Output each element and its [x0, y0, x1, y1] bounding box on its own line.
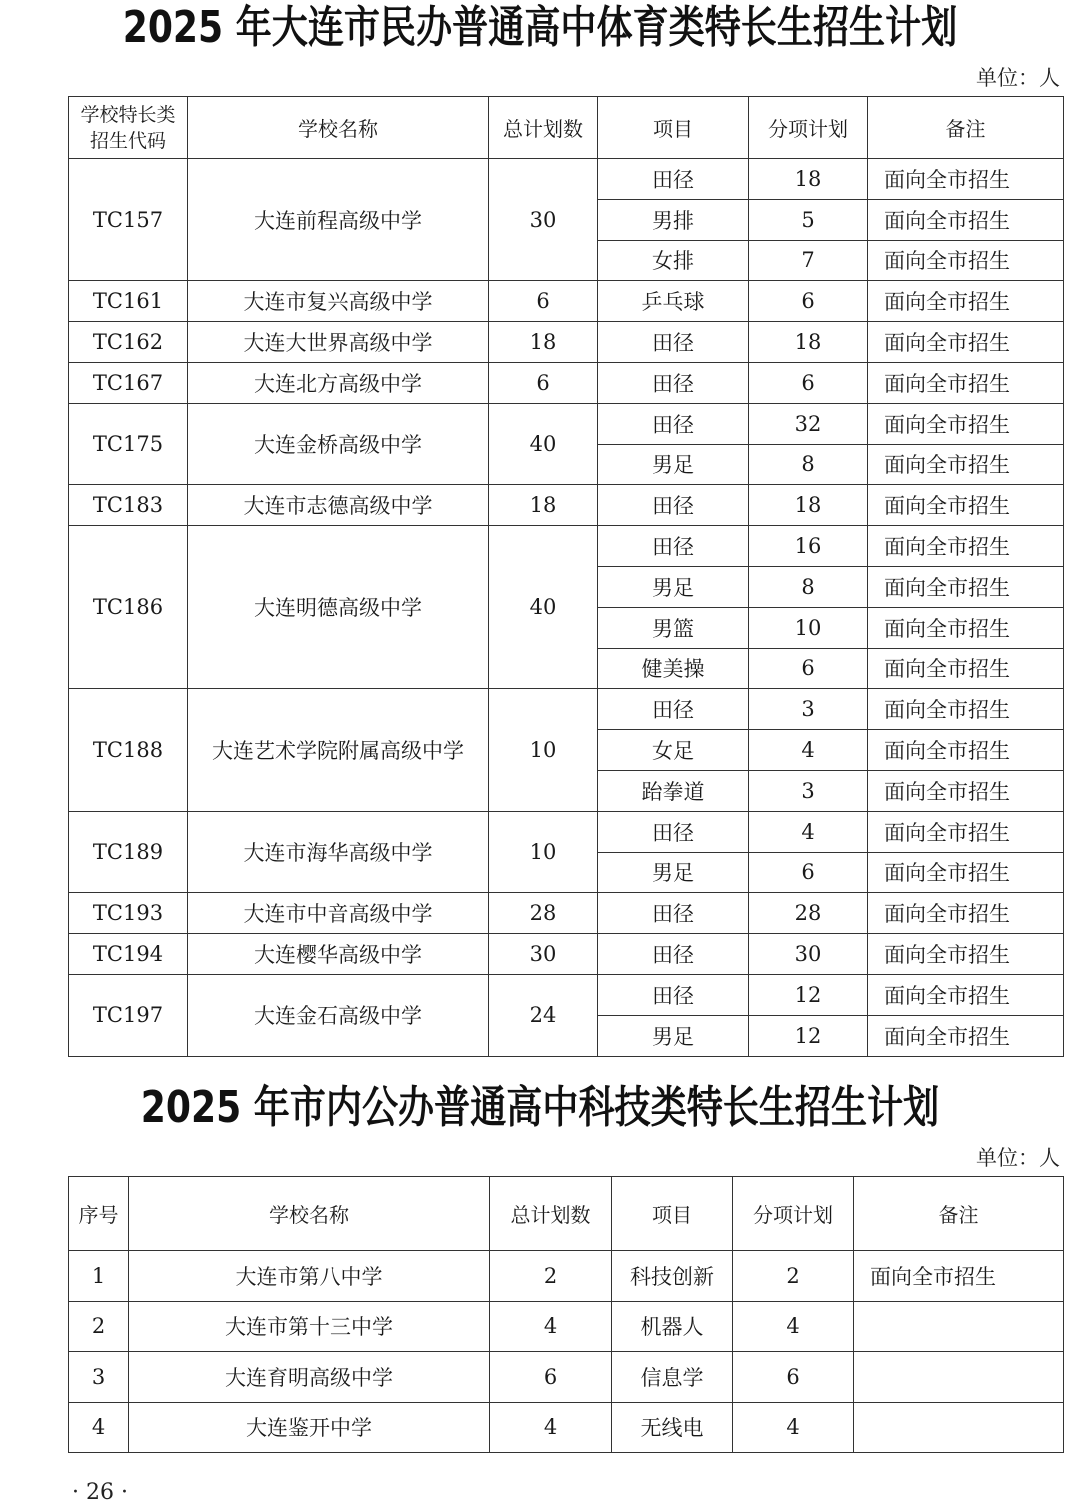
- header-item: 项目: [598, 97, 749, 159]
- total-plan: 40: [489, 403, 598, 485]
- note: 面向全市招生: [868, 811, 1064, 852]
- total-plan: 10: [489, 689, 598, 811]
- note: 面向全市招生: [868, 566, 1064, 607]
- school-code: TC189: [69, 811, 188, 893]
- table-row: [69, 689, 1064, 730]
- total-plan: 18: [489, 485, 598, 526]
- school-name: 大连鉴开中学: [129, 1402, 490, 1453]
- school-code: TC193: [69, 893, 188, 934]
- sub-plan: 10: [749, 607, 868, 648]
- sub-plan: 4: [749, 811, 868, 852]
- item: 男足: [598, 566, 749, 607]
- item: 田径: [598, 159, 749, 200]
- header-total-plan: 总计划数: [490, 1177, 612, 1251]
- item: 田径: [598, 974, 749, 1015]
- item: 田径: [598, 689, 749, 730]
- sub-plan: 30: [749, 934, 868, 975]
- total-plan: 4: [490, 1402, 612, 1453]
- school-code: TC175: [69, 403, 188, 485]
- school-name: 大连艺术学院附属高级中学: [188, 689, 489, 811]
- total-plan: 30: [489, 159, 598, 281]
- school-code: TC194: [69, 934, 188, 975]
- sports-table-header: [69, 97, 1064, 159]
- sub-plan: 5: [749, 199, 868, 240]
- item: 男足: [598, 1015, 749, 1056]
- sub-plan: 12: [749, 974, 868, 1015]
- total-plan: 18: [489, 322, 598, 363]
- page-number: · 26 ·: [72, 1480, 128, 1505]
- school-code: TC162: [69, 322, 188, 363]
- note: 面向全市招生: [868, 730, 1064, 771]
- note: 面向全市招生: [868, 526, 1064, 567]
- item: 田径: [598, 811, 749, 852]
- item: 田径: [598, 322, 749, 363]
- school-code: TC197: [69, 974, 188, 1056]
- school-code: TC161: [69, 281, 188, 322]
- table-row: [69, 811, 1064, 852]
- item: 田径: [598, 893, 749, 934]
- note: 面向全市招生: [868, 974, 1064, 1015]
- table-row: [69, 403, 1064, 444]
- school-name: 大连市海华高级中学: [188, 811, 489, 893]
- tech-table-header: [69, 1177, 1064, 1251]
- item: 信息学: [612, 1352, 733, 1403]
- total-plan: 30: [489, 934, 598, 975]
- note: [854, 1352, 1064, 1403]
- item: 跆拳道: [598, 770, 749, 811]
- school-name: 大连樱华高级中学: [188, 934, 489, 975]
- item: 机器人: [612, 1301, 733, 1352]
- school-name: 大连金桥高级中学: [188, 403, 489, 485]
- sports-plan-title: 2025 年大连市民办普通高中体育类特长生招生计划: [122, 2, 958, 53]
- seq: 2: [69, 1301, 129, 1352]
- table-row: [69, 362, 1064, 403]
- item: 田径: [598, 934, 749, 975]
- table-row: [69, 1251, 1064, 1302]
- note: 面向全市招生: [868, 362, 1064, 403]
- item: 男排: [598, 199, 749, 240]
- note: 面向全市招生: [868, 852, 1064, 893]
- header-school-name: 学校名称: [129, 1177, 490, 1251]
- note: 面向全市招生: [854, 1251, 1064, 1302]
- sub-plan: 16: [749, 526, 868, 567]
- sub-plan: 7: [749, 240, 868, 281]
- note: 面向全市招生: [868, 648, 1064, 689]
- header-item: 项目: [612, 1177, 733, 1251]
- header-seq: 序号: [69, 1177, 129, 1251]
- total-plan: 24: [489, 974, 598, 1056]
- sub-plan: 6: [733, 1352, 854, 1403]
- sub-plan: 6: [749, 648, 868, 689]
- sub-plan: 18: [749, 485, 868, 526]
- table-row: [69, 1301, 1064, 1352]
- total-plan: 4: [490, 1301, 612, 1352]
- header-sub-plan: 分项计划: [733, 1177, 854, 1251]
- note: 面向全市招生: [868, 934, 1064, 975]
- note: [854, 1402, 1064, 1453]
- total-plan: 6: [489, 281, 598, 322]
- sub-plan: 2: [733, 1251, 854, 1302]
- school-name: 大连市中音高级中学: [188, 893, 489, 934]
- item: 乒乓球: [598, 281, 749, 322]
- sub-plan: 8: [749, 566, 868, 607]
- header-sub-plan: 分项计划: [749, 97, 868, 159]
- note: 面向全市招生: [868, 689, 1064, 730]
- school-code: TC186: [69, 526, 188, 689]
- note: 面向全市招生: [868, 159, 1064, 200]
- note: 面向全市招生: [868, 403, 1064, 444]
- table-row: [69, 1402, 1064, 1453]
- header-note: 备注: [854, 1177, 1064, 1251]
- school-name: 大连大世界高级中学: [188, 322, 489, 363]
- sub-plan: 4: [749, 730, 868, 771]
- item: 田径: [598, 526, 749, 567]
- school-code: TC167: [69, 362, 188, 403]
- sub-plan: 4: [733, 1301, 854, 1352]
- school-name: 大连明德高级中学: [188, 526, 489, 689]
- sub-plan: 4: [733, 1402, 854, 1453]
- item: 科技创新: [612, 1251, 733, 1302]
- sub-plan: 3: [749, 689, 868, 730]
- total-plan: 2: [490, 1251, 612, 1302]
- school-name: 大连前程高级中学: [188, 159, 489, 281]
- note: 面向全市招生: [868, 322, 1064, 363]
- table-row: [69, 485, 1064, 526]
- school-code: TC157: [69, 159, 188, 281]
- note: 面向全市招生: [868, 281, 1064, 322]
- table-row: [69, 322, 1064, 363]
- sub-plan: 6: [749, 852, 868, 893]
- item: 田径: [598, 403, 749, 444]
- sub-plan: 8: [749, 444, 868, 485]
- tech-plan-title: 2025 年市内公办普通高中科技类特长生招生计划: [140, 1082, 940, 1133]
- note: 面向全市招生: [868, 485, 1064, 526]
- item: 田径: [598, 362, 749, 403]
- school-name: 大连金石高级中学: [188, 974, 489, 1056]
- header-total-plan: 总计划数: [489, 97, 598, 159]
- seq: 3: [69, 1352, 129, 1403]
- sports-plan-table: [68, 96, 1064, 1057]
- note: 面向全市招生: [868, 893, 1064, 934]
- sub-plan: 28: [749, 893, 868, 934]
- note: 面向全市招生: [868, 607, 1064, 648]
- sub-plan: 18: [749, 159, 868, 200]
- header-code: 学校特长类招生代码: [69, 97, 188, 159]
- item: 女足: [598, 730, 749, 771]
- table-row: [69, 934, 1064, 975]
- note: 面向全市招生: [868, 1015, 1064, 1056]
- item: 无线电: [612, 1402, 733, 1453]
- table-row: [69, 974, 1064, 1015]
- school-code: TC188: [69, 689, 188, 811]
- total-plan: 10: [489, 811, 598, 893]
- table-row: [69, 159, 1064, 200]
- item: 男足: [598, 852, 749, 893]
- tech-plan-table: [68, 1176, 1064, 1453]
- school-name: 大连育明高级中学: [129, 1352, 490, 1403]
- sports-unit-label: 单位：人: [976, 66, 1060, 90]
- sub-plan: 3: [749, 770, 868, 811]
- item: 男足: [598, 444, 749, 485]
- seq: 4: [69, 1402, 129, 1453]
- total-plan: 28: [489, 893, 598, 934]
- school-name: 大连北方高级中学: [188, 362, 489, 403]
- note: 面向全市招生: [868, 770, 1064, 811]
- note: [854, 1301, 1064, 1352]
- school-name: 大连市第十三中学: [129, 1301, 490, 1352]
- header-school-name: 学校名称: [188, 97, 489, 159]
- note: 面向全市招生: [868, 240, 1064, 281]
- item: 田径: [598, 485, 749, 526]
- sub-plan: 32: [749, 403, 868, 444]
- header-note: 备注: [868, 97, 1064, 159]
- note: 面向全市招生: [868, 199, 1064, 240]
- total-plan: 6: [490, 1352, 612, 1403]
- tech-unit-label: 单位：人: [976, 1146, 1060, 1170]
- total-plan: 6: [489, 362, 598, 403]
- school-code: TC183: [69, 485, 188, 526]
- sub-plan: 6: [749, 281, 868, 322]
- item: 女排: [598, 240, 749, 281]
- total-plan: 40: [489, 526, 598, 689]
- note: 面向全市招生: [868, 444, 1064, 485]
- school-name: 大连市志德高级中学: [188, 485, 489, 526]
- table-row: [69, 281, 1064, 322]
- sub-plan: 6: [749, 362, 868, 403]
- table-row: [69, 1352, 1064, 1403]
- seq: 1: [69, 1251, 129, 1302]
- sub-plan: 18: [749, 322, 868, 363]
- sub-plan: 12: [749, 1015, 868, 1056]
- item: 健美操: [598, 648, 749, 689]
- item: 男篮: [598, 607, 749, 648]
- table-row: [69, 526, 1064, 567]
- table-row: [69, 893, 1064, 934]
- school-name: 大连市第八中学: [129, 1251, 490, 1302]
- school-name: 大连市复兴高级中学: [188, 281, 489, 322]
